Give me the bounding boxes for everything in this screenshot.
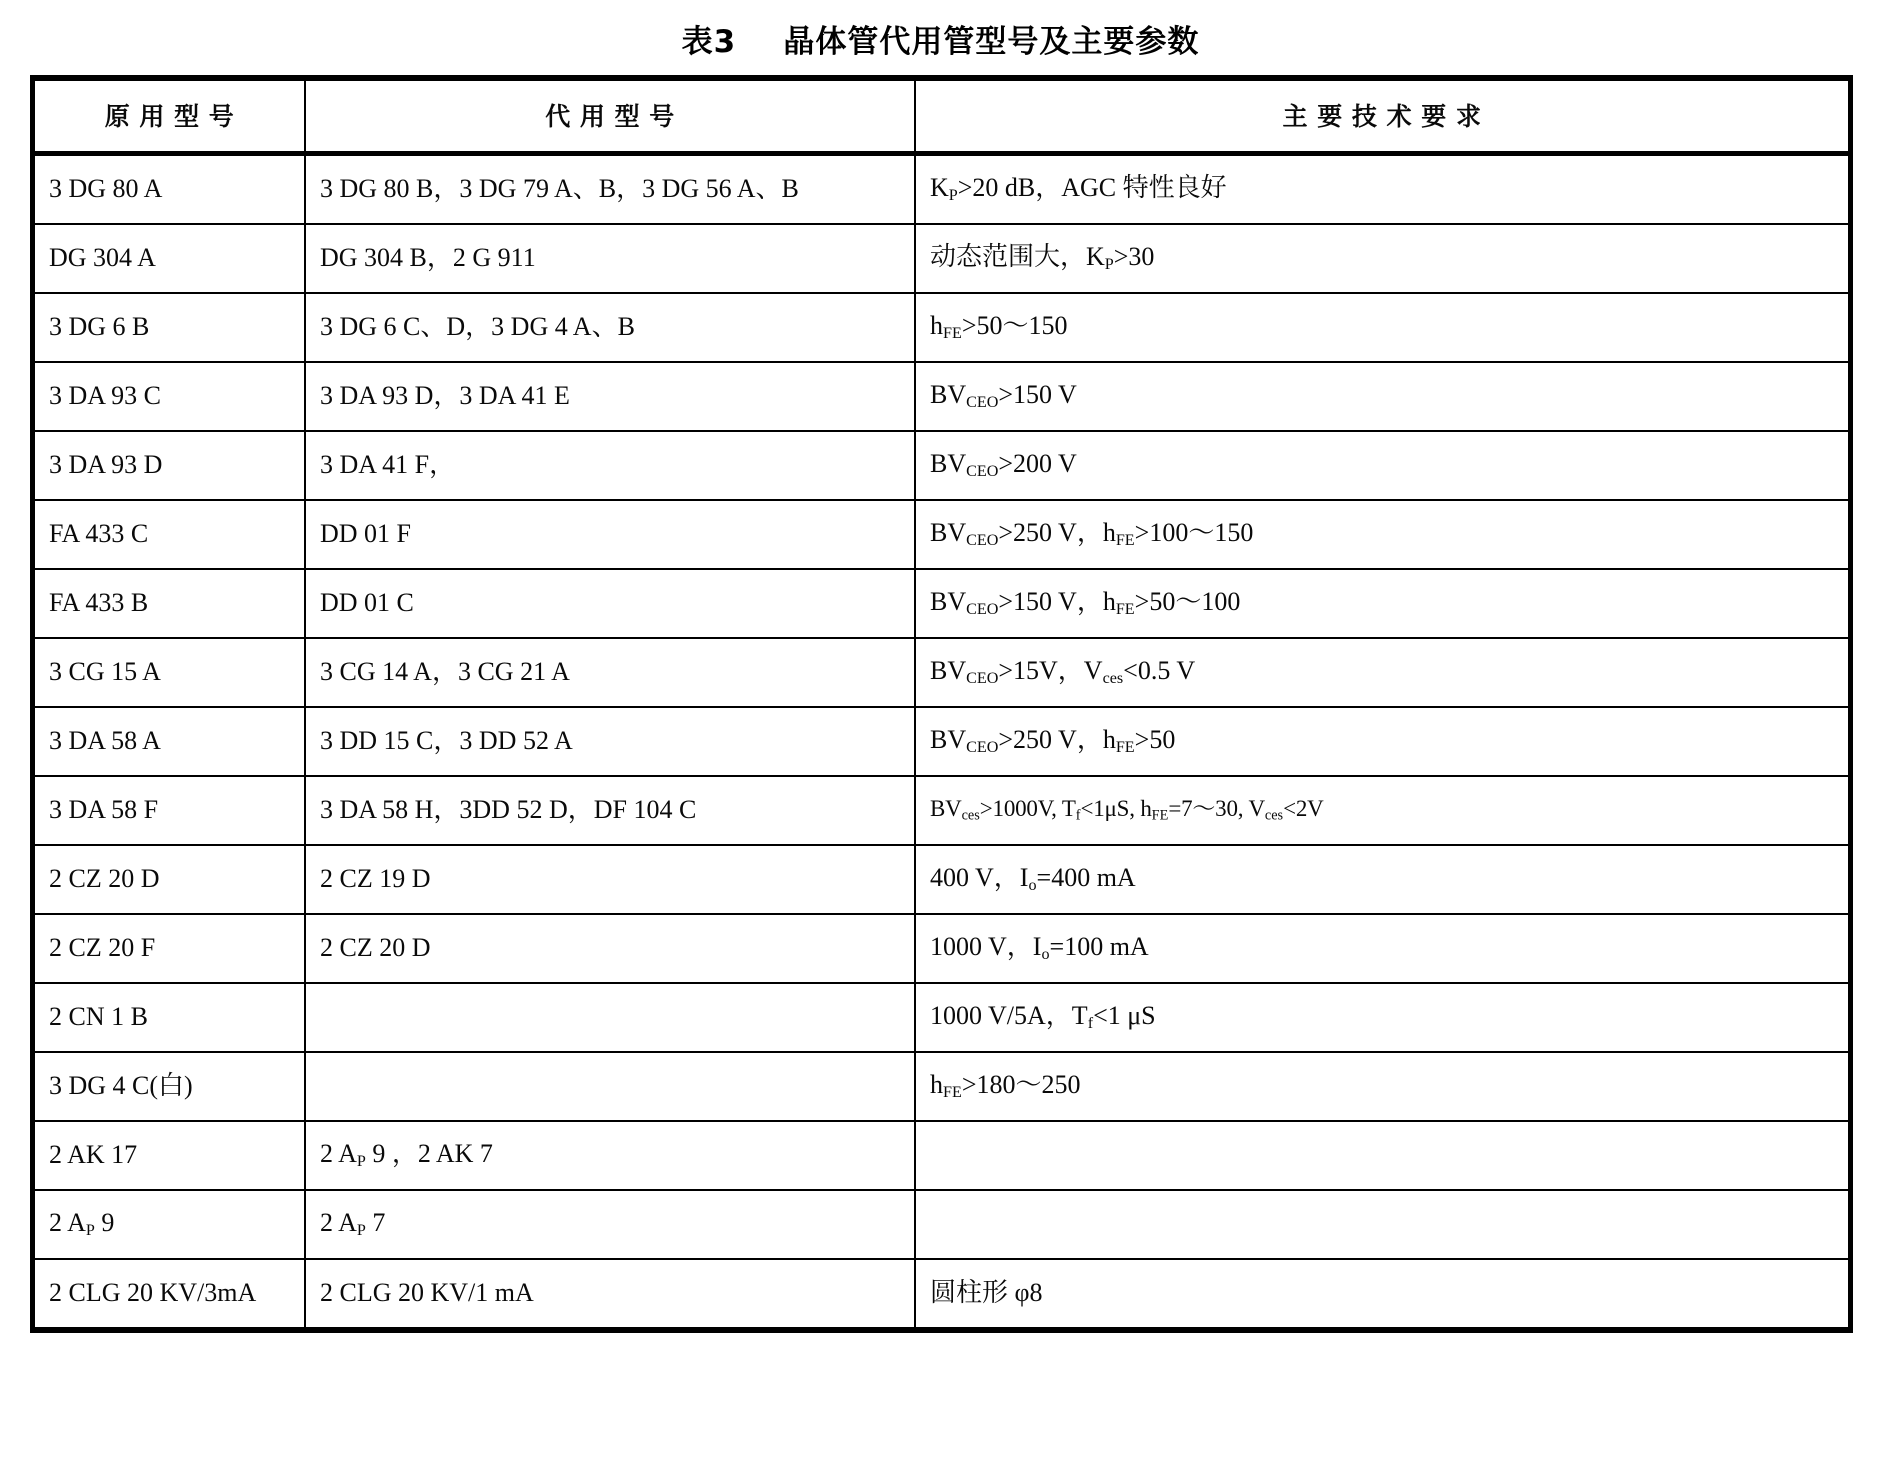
cell-original-model: 2 CN 1 B bbox=[35, 983, 305, 1052]
cell-original-model: 3 DG 80 A bbox=[35, 154, 305, 225]
table-row bbox=[35, 1190, 1848, 1259]
cell-original-model: FA 433 B bbox=[35, 569, 305, 638]
cell-original-model: 2 $A_P$ 9 bbox=[35, 1190, 305, 1259]
cell-main-requirements: $BV_{CEO}>200$ V bbox=[915, 431, 1848, 500]
cell-substitute-model: 2 CLG 20 KV/1 mA bbox=[305, 1259, 915, 1327]
table-row bbox=[35, 707, 1848, 776]
cell-substitute-model: 2 CZ 19 D bbox=[305, 845, 915, 914]
cell-main-requirements bbox=[915, 1121, 1848, 1190]
cell-main-requirements: 400 V，$I_o=400$ mA bbox=[915, 845, 1848, 914]
cell-substitute-model: 3 DD 15 C，3 DD 52 A bbox=[305, 707, 915, 776]
table-row bbox=[35, 500, 1848, 569]
cell-original-model: 2 CLG 20 KV/3mA bbox=[35, 1259, 305, 1327]
cell-main-requirements: $h_{FE}>180\sim 250$ bbox=[915, 1052, 1848, 1121]
table-row bbox=[35, 1052, 1848, 1121]
table-row bbox=[35, 845, 1848, 914]
table-row bbox=[35, 362, 1848, 431]
table-row bbox=[35, 1121, 1848, 1190]
cell-original-model: 3 DA 58 A bbox=[35, 707, 305, 776]
table-row bbox=[35, 914, 1848, 983]
cell-substitute-model: 2 CZ 20 D bbox=[305, 914, 915, 983]
cell-substitute-model: 2 $A_P$ 9 ，2 AK 7 bbox=[305, 1121, 915, 1190]
cell-main-requirements: $K_P>20$ dB，AGC 特性良好 bbox=[930, 172, 1227, 204]
cell-original-model: 3 DA 93 D bbox=[35, 431, 305, 500]
cell-main-requirements: $BV_{CEO}>250$ V，$h_{FE}>50$ bbox=[915, 707, 1848, 776]
cell-substitute-model: 3 DA 58 H，3DD 52 D，DF 104 C bbox=[305, 776, 915, 845]
spec-table-frame bbox=[30, 75, 1853, 1333]
cell-substitute-model: 3 DA 41 F， bbox=[305, 431, 915, 500]
cell-main-requirements: 动态范围大，$K_P>30$ bbox=[915, 224, 1848, 293]
cell-original-model: 2 CZ 20 F bbox=[35, 914, 305, 983]
column-header-main-requirements: 主 要 技 术 要 求 bbox=[915, 81, 1848, 154]
cell-original-model: 3 DA 58 F bbox=[35, 776, 305, 845]
cell-substitute-model bbox=[305, 983, 915, 1052]
table-row bbox=[35, 224, 1848, 293]
column-header-substitute-model: 代 用 型 号 bbox=[305, 81, 915, 154]
table-row bbox=[35, 776, 1848, 845]
cell-original-model: 3 DA 93 C bbox=[35, 362, 305, 431]
cell-main-requirements: 1000 V/5A，$T_f<1$ μS bbox=[915, 983, 1848, 1052]
column-header-original-model: 原 用 型 号 bbox=[35, 81, 305, 154]
cell-substitute-model: DD 01 C bbox=[305, 569, 915, 638]
table-row bbox=[35, 293, 1848, 362]
cell-substitute-model: 3 DG 80 B，3 DG 79 A、B，3 DG 56 A、B bbox=[305, 154, 915, 225]
table-row bbox=[35, 569, 1848, 638]
cell-original-model: 2 CZ 20 D bbox=[35, 845, 305, 914]
page-title: 表3 晶体管代用管型号及主要参数 bbox=[681, 24, 1200, 60]
cell-substitute-model: DD 01 F bbox=[305, 500, 915, 569]
cell-main-requirements: 圆柱形 φ8 bbox=[915, 1259, 1848, 1327]
cell-original-model: 3 DG 6 B bbox=[35, 293, 305, 362]
cell-substitute-model: DG 304 B，2 G 911 bbox=[305, 224, 915, 293]
table-header-row bbox=[35, 81, 1848, 154]
table-title-bar bbox=[0, 0, 1881, 75]
cell-substitute-model: 3 DG 6 C、D，3 DG 4 A、B bbox=[305, 293, 915, 362]
cell-main-requirements: $BV_{ces}>1000V$, $T_f<1\mu S$, $h_{FE}=7\sim 30$, $V_{ces}<2V$ bbox=[915, 776, 1848, 845]
table-row bbox=[35, 1259, 1848, 1327]
cell-original-model: 2 AK 17 bbox=[35, 1121, 305, 1190]
table-row bbox=[35, 154, 1848, 225]
cell-main-requirements: 1000 V，$I_o=100$ mA bbox=[915, 914, 1848, 983]
cell-main-requirements: $BV_{CEO}>150$ V bbox=[915, 362, 1848, 431]
cell-substitute-model: 3 CG 14 A，3 CG 21 A bbox=[305, 638, 915, 707]
cell-main-requirements: $BV_{CEO}>15V$，$V_{ces}<0.5$ V bbox=[915, 638, 1848, 707]
table-row bbox=[35, 638, 1848, 707]
table-body bbox=[35, 154, 1848, 1328]
table-row bbox=[35, 983, 1848, 1052]
cell-original-model: 3 CG 15 A bbox=[35, 638, 305, 707]
cell-substitute-model: 3 DA 93 D，3 DA 41 E bbox=[305, 362, 915, 431]
cell-main-requirements: $h_{FE}>50\sim 150$ bbox=[915, 293, 1848, 362]
cell-original-model: DG 304 A bbox=[35, 224, 305, 293]
transistor-substitution-table bbox=[35, 81, 1848, 1327]
cell-original-model: FA 433 C bbox=[35, 500, 305, 569]
table-row bbox=[35, 431, 1848, 500]
cell-main-requirements: $BV_{CEO}>150$ V，$h_{FE}>50\sim 100$ bbox=[915, 569, 1848, 638]
cell-substitute-model: 2 $A_P$ 7 bbox=[305, 1190, 915, 1259]
cell-main-requirements: $BV_{CEO}>250$ V，$h_{FE}>100\sim 150$ bbox=[915, 500, 1848, 569]
cell-main-requirements bbox=[915, 1190, 1848, 1259]
cell-original-model: 3 DG 4 C(白) bbox=[35, 1052, 305, 1121]
table-header bbox=[35, 81, 1848, 154]
cell-substitute-model bbox=[305, 1052, 915, 1121]
